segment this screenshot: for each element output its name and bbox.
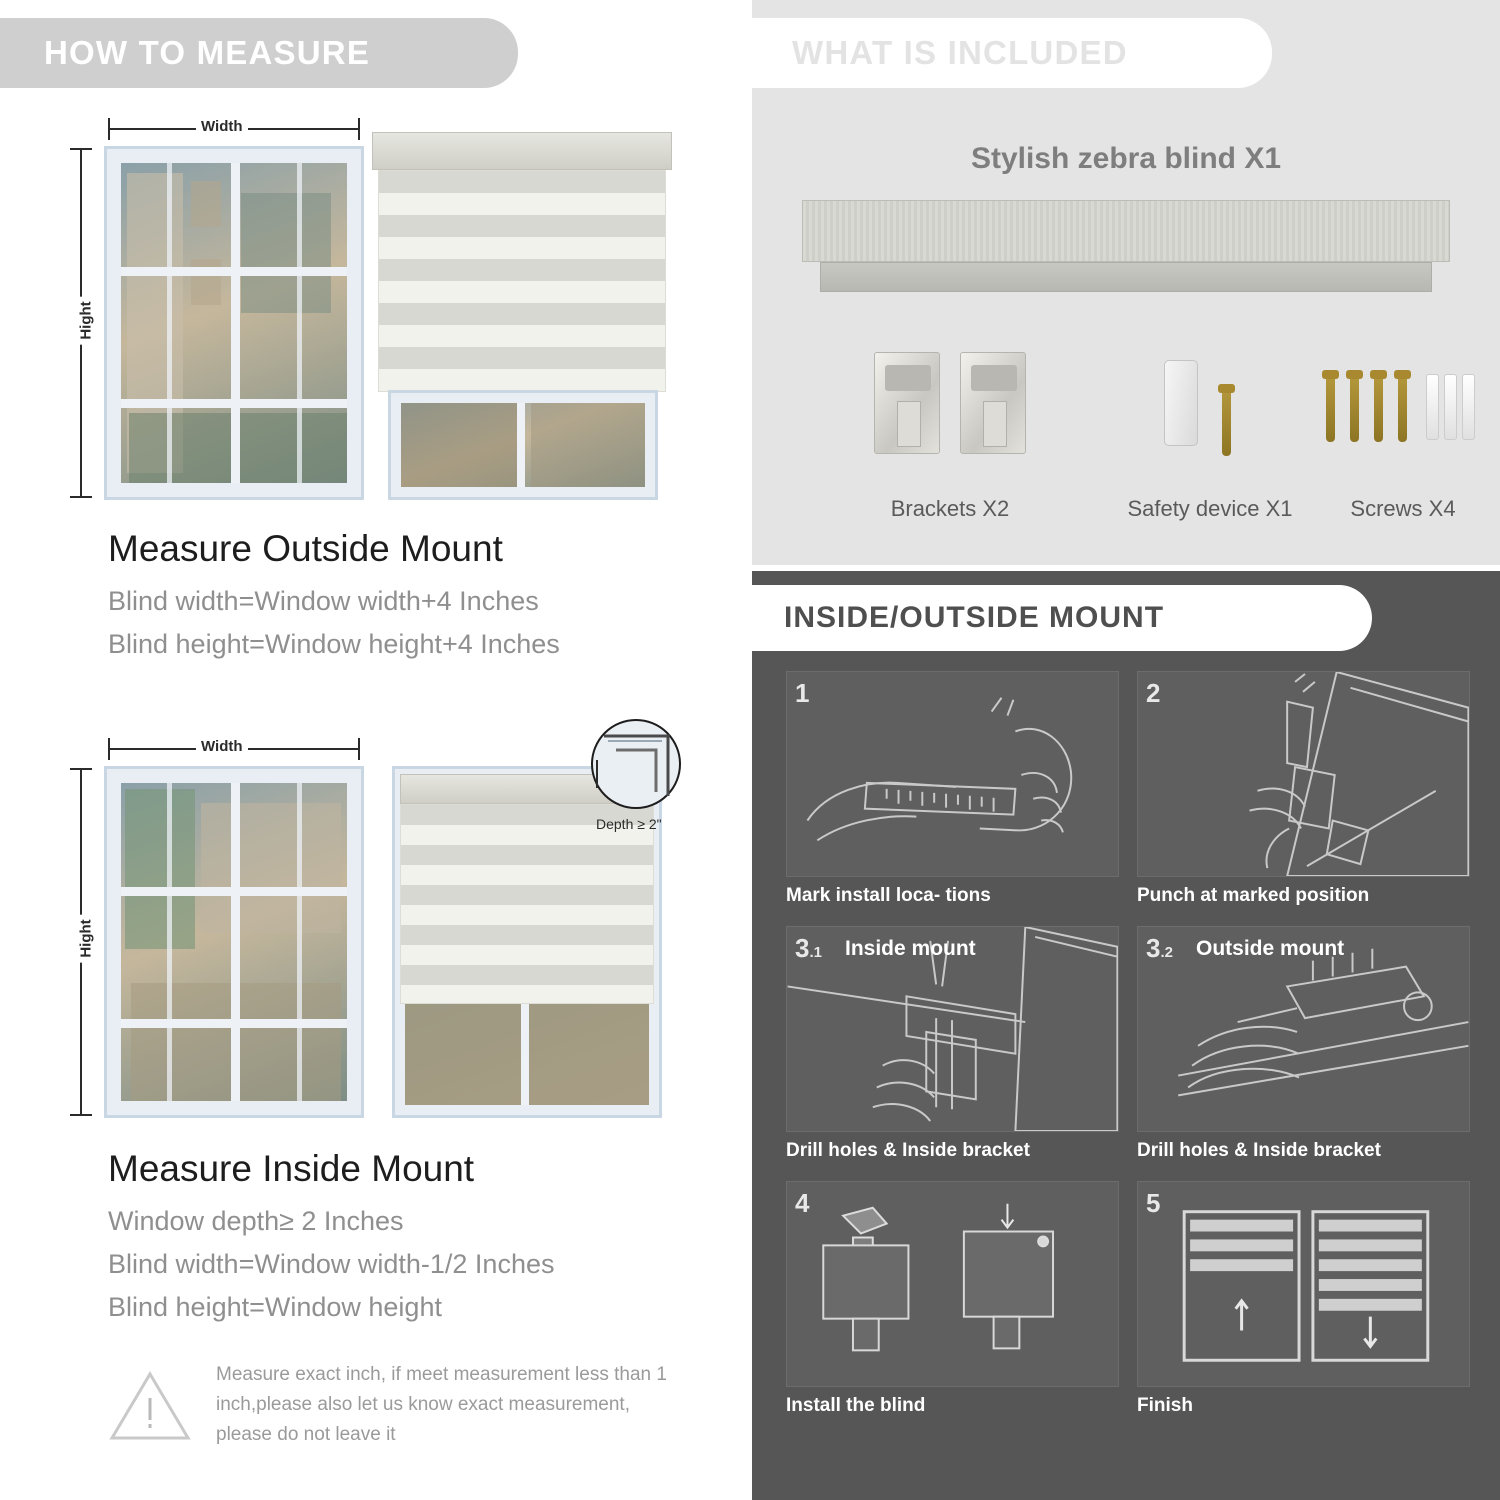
part-safety-device-label: Safety device X1 (1127, 496, 1293, 521)
depth-note-label: Depth ≥ 2" (596, 816, 662, 832)
screw-icon (1374, 370, 1383, 442)
inside-mount-line-1: Window depth≥ 2 Inches (108, 1206, 404, 1236)
inside-width-tick-right (358, 738, 360, 760)
outside-mount-heading: Measure Outside Mount (108, 528, 503, 569)
step-4-number: 4 (795, 1188, 810, 1218)
mount-steps-grid (786, 671, 1470, 1418)
outside-mount-line-2: Blind height=Window height+4 Inches (108, 629, 560, 659)
step-5-caption: Finish (1137, 1395, 1193, 1416)
blind-clip-icon (787, 1182, 1118, 1386)
mount-step-1 (786, 671, 1119, 908)
bracket-icon (874, 352, 940, 454)
wall-anchor-icon (1426, 374, 1439, 440)
step-3-2-illustration (1137, 926, 1470, 1132)
outside-width-tick-right (358, 118, 360, 140)
part-brackets (810, 352, 1090, 522)
outside-height-tick-top (70, 148, 92, 150)
outside-width-tick-left (108, 118, 110, 140)
outside-height-tick-bottom (70, 496, 92, 498)
step-1-illustration (786, 671, 1119, 877)
step-3-1-inline-label: Inside mount (845, 937, 976, 960)
inside-height-label: Hight (78, 914, 95, 962)
inside-width-tick-left (108, 738, 110, 760)
step-3-1-number: 3.1 (795, 933, 822, 963)
screw-icon (1398, 370, 1407, 442)
part-screws-label: Screws X4 (1350, 496, 1456, 521)
zebra-fabric-outside (378, 170, 666, 392)
wall-anchor-icon (1462, 374, 1475, 440)
zebra-blind-headrail-image (802, 200, 1450, 300)
bracket-icon (960, 352, 1026, 454)
step-2-caption: Punch at marked position (1137, 885, 1370, 906)
step-4-illustration (786, 1181, 1119, 1387)
outside-height-label: Hight (78, 296, 95, 344)
inside-width-label: Width (196, 738, 248, 755)
outside-mount-line-1: Blind width=Window width+4 Inches (108, 586, 539, 616)
part-safety-device (1092, 352, 1328, 522)
step-2-number: 2 (1146, 678, 1161, 708)
what-is-included-badge (752, 18, 1272, 88)
screw-icon (1222, 384, 1231, 456)
window-outside-mount (104, 146, 364, 500)
mount-step-3-2 (1137, 926, 1470, 1163)
how-to-measure-panel (0, 0, 746, 1500)
measure-warning-text: Measure exact inch, if meet measurement less than 1 inch,please also let us know exact measurement, please do not leave it (216, 1364, 667, 1445)
what-is-included-panel (752, 0, 1500, 565)
depth-callout-icon (586, 716, 686, 816)
window-behind-blind-outside (388, 390, 658, 500)
screw-icon (1326, 370, 1335, 442)
inside-outside-mount-panel (752, 571, 1500, 1500)
screw-icon (1350, 370, 1359, 442)
inside-mount-line-3: Blind height=Window height (108, 1292, 442, 1322)
step-5-illustration (1137, 1181, 1470, 1387)
mount-step-3-1 (786, 926, 1119, 1163)
mount-step-4 (786, 1181, 1119, 1418)
mount-step-2 (1137, 671, 1470, 908)
step-3-1-caption: Drill holes & Inside bracket (786, 1140, 1030, 1161)
part-screws (1308, 352, 1498, 522)
step-3-2-number: 3.2 (1146, 933, 1173, 963)
window-inside-mount (104, 766, 364, 1118)
finished-blinds-icon (1138, 1182, 1469, 1386)
inside-height-tick-bottom (70, 1114, 92, 1116)
product-title: Stylish zebra blind X1 (970, 142, 1282, 175)
zebra-fabric-inside (400, 804, 654, 1004)
inside-mount-heading: Measure Inside Mount (108, 1148, 475, 1189)
depth-tick (596, 760, 598, 788)
mount-step-5 (1137, 1181, 1470, 1418)
inside-outside-mount-badge (752, 585, 1372, 651)
step-3-1-illustration (786, 926, 1119, 1132)
step-1-number: 1 (795, 678, 810, 708)
what-is-included-title: WHAT IS INCLUDED (792, 34, 1128, 71)
step-5-number: 5 (1146, 1188, 1161, 1218)
part-brackets-label: Brackets X2 (890, 496, 1010, 521)
outside-width-label: Width (196, 118, 248, 135)
how-to-measure-badge (0, 18, 518, 88)
step-4-caption: Install the blind (786, 1395, 926, 1416)
step-3-2-caption: Drill holes & Inside bracket (1137, 1140, 1381, 1161)
wall-anchor-icon (1444, 374, 1457, 440)
step-2-illustration (1137, 671, 1470, 877)
step-1-caption: Mark install loca- tions (786, 885, 991, 906)
drill-icon (1138, 672, 1469, 876)
step-3-2-inline-label: Outside mount (1196, 937, 1345, 960)
hand-tape-measure-icon (787, 672, 1118, 876)
blind-headrail-outside (372, 132, 672, 170)
how-to-measure-title: HOW TO MEASURE (44, 34, 371, 71)
inside-height-tick-top (70, 768, 92, 770)
inside-mount-line-2: Blind width=Window width-1/2 Inches (108, 1249, 555, 1279)
inside-outside-mount-title: INSIDE/OUTSIDE MOUNT (784, 601, 1165, 634)
safety-device-icon (1164, 360, 1198, 446)
warning-triangle-icon (108, 1368, 192, 1444)
